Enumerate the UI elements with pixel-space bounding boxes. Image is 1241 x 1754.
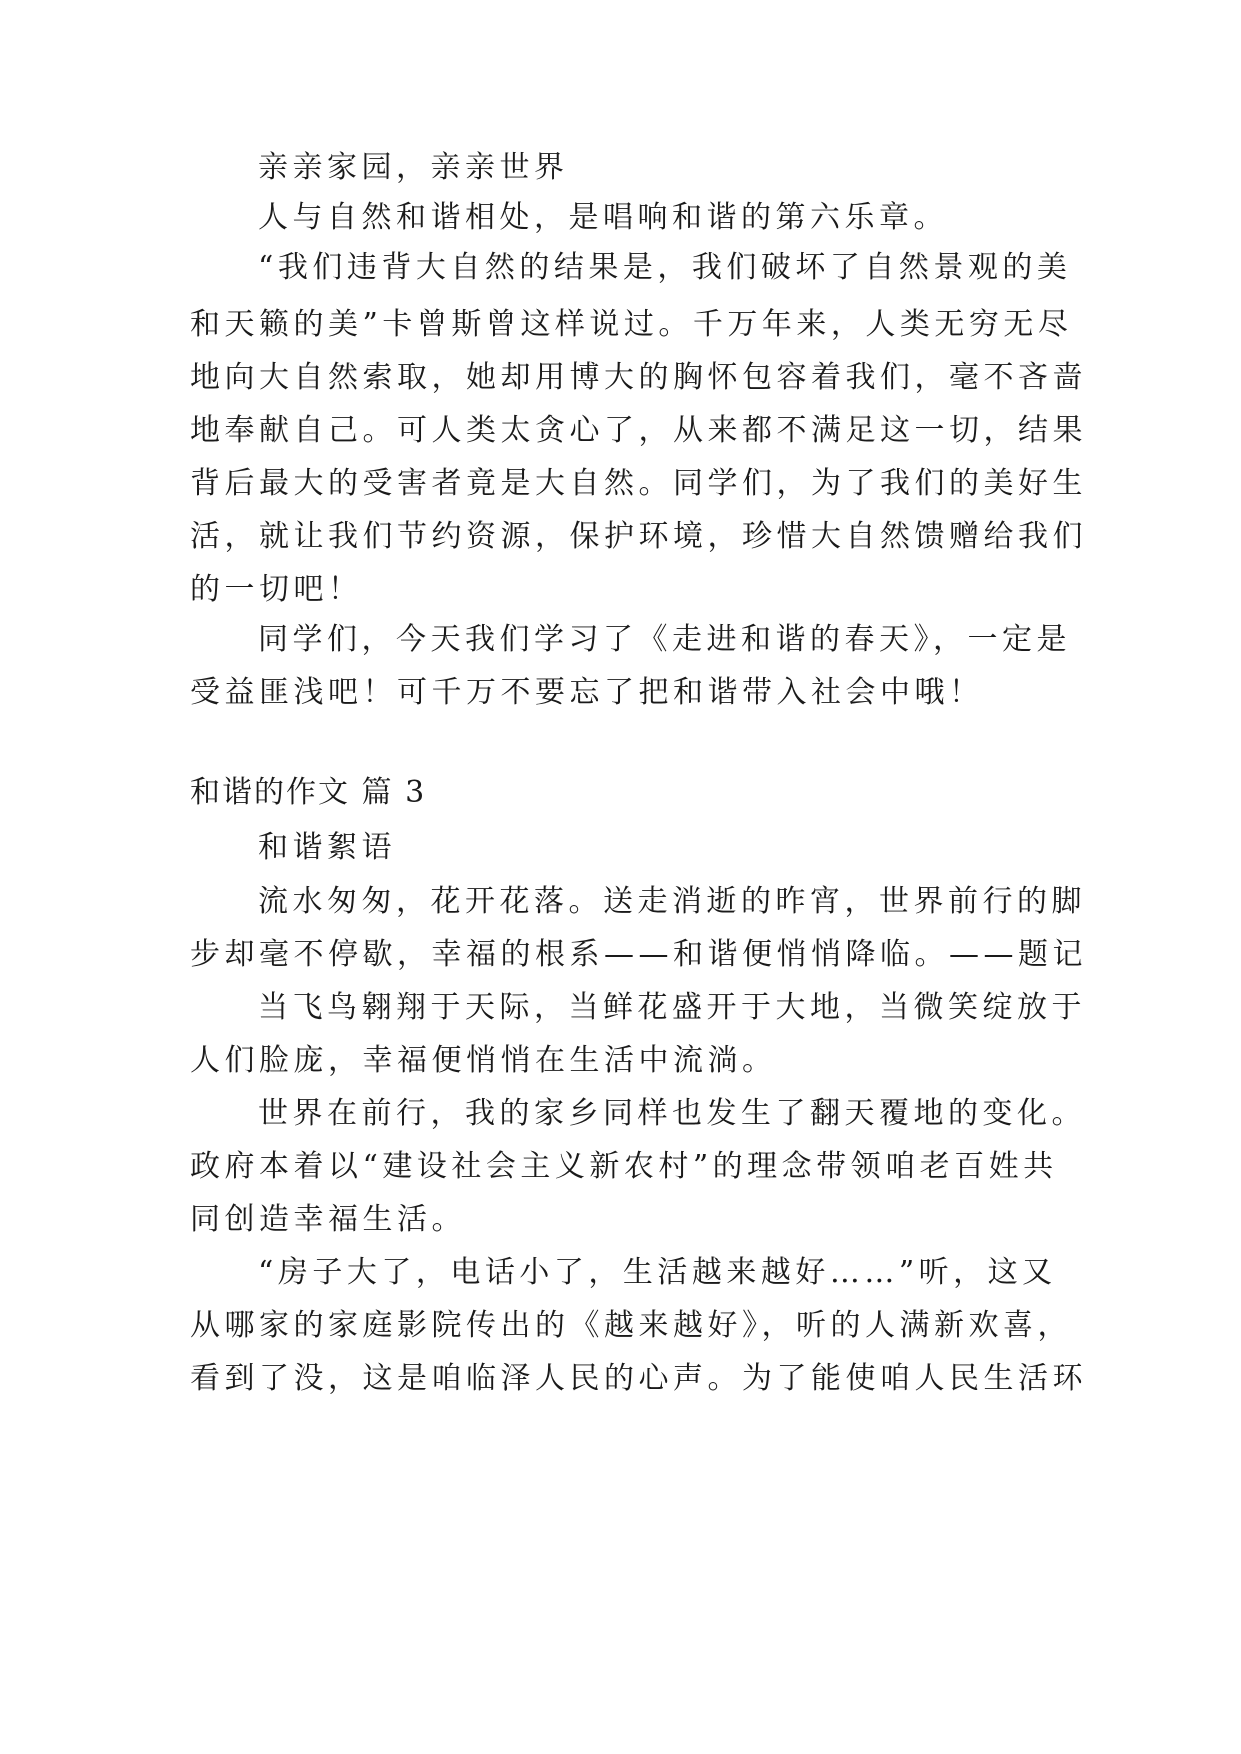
s1-p3-line-2: 受益匪浅吧！可千万不要忘了把和谐带入社会中哦！ (190, 675, 984, 710)
s2-p4-line-3: 看到了没，这是咱临泽人民的心声。为了能使咱人民生活环 (190, 1361, 1087, 1396)
s2-p4-line-2: 从哪家的家庭影院传出的《越来越好》，听的人满新欢喜， (190, 1308, 1072, 1343)
s1-p2-line-7: 的一切吧！ (190, 572, 363, 607)
s2-p2-line-2: 人们脸庞，幸福便悄悄在生活中流淌。 (190, 1043, 777, 1078)
s2-p1-line-2: 步却毫不停歇，幸福的根系——和谐便悄悄降临。——题记 (190, 937, 1087, 972)
s2-p2-line-1: 当飞鸟翱翔于天际，当鲜花盛开于大地，当微笑绽放于 (258, 990, 1086, 1025)
s1-p1-line-1: 人与自然和谐相处，是唱响和谐的第六乐章。 (258, 200, 948, 235)
s2-p3-line-1: 世界在前行，我的家乡同样也发生了翻天覆地的变化。 (258, 1096, 1086, 1131)
s1-p2-line-6: 活，就让我们节约资源，保护环境，珍惜大自然馈赠给我们 (190, 519, 1087, 554)
section2-heading: 和谐的作文 篇 3 (190, 775, 427, 810)
s1-p2-line-1: “我们违背大自然的结果是，我们破坏了自然景观的美 (258, 250, 1072, 285)
s1-p2-line-5: 背后最大的受害者竟是大自然。同学们，为了我们的美好生 (190, 466, 1087, 501)
s2-p1-line-1: 流水匆匆，花开花落。送走消逝的昨宵，世界前行的脚 (258, 884, 1086, 919)
s2-p4-line-1: “房子大了，电话小了，生活越来越好……”听，这又 (258, 1255, 1057, 1290)
s2-p3-line-2: 政府本着以“建设社会主义新农村”的理念带领咱老百姓共 (190, 1149, 1058, 1184)
s2-p3-line-3: 同创造幸福生活。 (190, 1202, 466, 1237)
section2-title: 和谐絮语 (258, 830, 396, 865)
s1-p2-line-2: 和天籁的美”卡曾斯曾这样说过。千万年来，人类无穷无尽 (190, 307, 1073, 342)
s1-p2-line-4: 地奉献自己。可人类太贪心了，从来都不满足这一切，结果 (190, 413, 1087, 448)
s1-p2-line-3: 地向大自然索取，她却用博大的胸怀包容着我们，毫不吝啬 (190, 360, 1087, 395)
s1-p3-line-1: 同学们，今天我们学习了《走进和谐的春天》，一定是 (258, 622, 1071, 657)
section1-title: 亲亲家园，亲亲世界 (258, 150, 569, 185)
